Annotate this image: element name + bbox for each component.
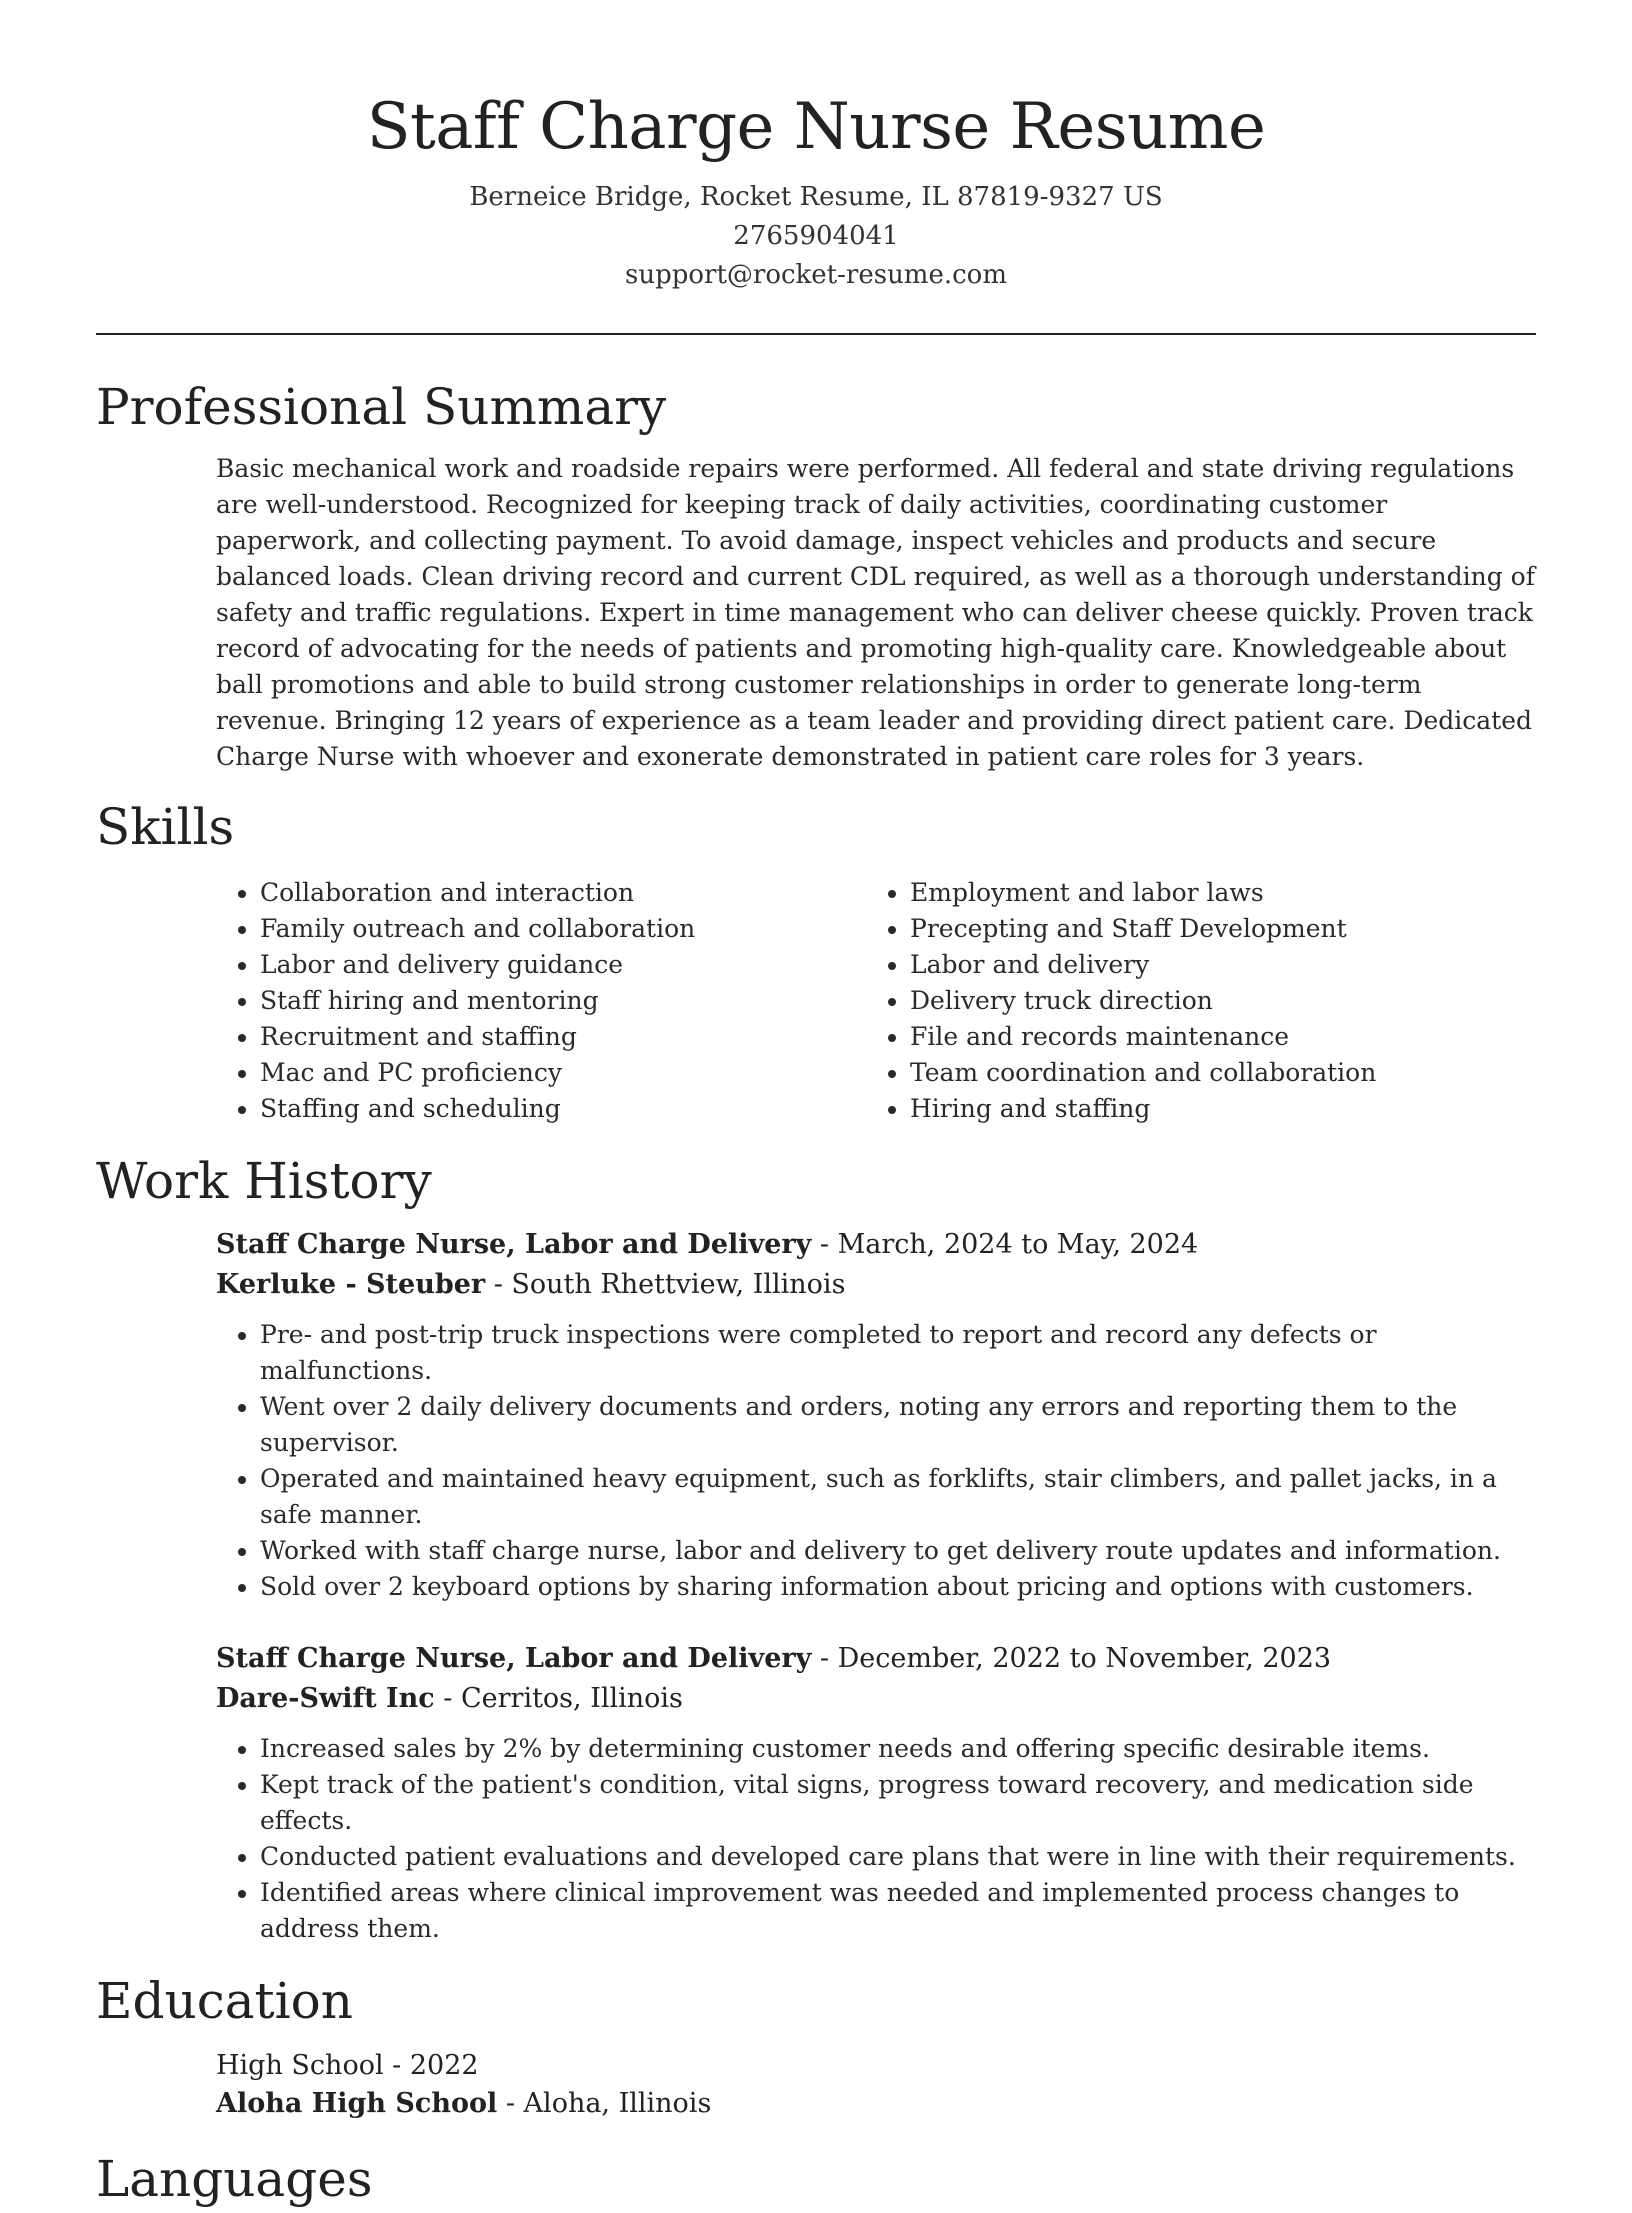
job-entry xyxy=(216,1225,1546,1605)
skills-column-right xyxy=(866,875,1516,1127)
summary-heading: Professional Summary xyxy=(96,378,667,436)
job-location: - South Rhettview, Illinois xyxy=(485,1269,846,1300)
job-title-line xyxy=(216,1639,1546,1679)
contact-block xyxy=(96,178,1536,295)
skill-item: • Team coordination and collaboration xyxy=(910,1055,1516,1091)
job-company: Kerluke - Steuber xyxy=(216,1269,486,1300)
languages-section xyxy=(96,2145,1536,2213)
skill-item: • Delivery truck direction xyxy=(910,983,1516,1019)
summary-section xyxy=(96,373,1536,775)
education-location: - Aloha, Illinois xyxy=(497,2088,712,2119)
job-bullets xyxy=(216,1317,1546,1605)
skills-section xyxy=(96,793,1536,1127)
job-bullet: • Sold over 2 keyboard options by sharing information about pricing and options with customers. xyxy=(260,1569,1546,1605)
contact-phone: 2765904041 xyxy=(733,221,899,251)
skills-heading: Skills xyxy=(96,798,235,856)
contact-email: support@rocket-resume.com xyxy=(624,260,1007,290)
job-dates: - March, 2024 to May, 2024 xyxy=(811,1229,1199,1260)
summary-text: Basic mechanical work and roadside repairs were performed. All federal and state driving regulations are well-understood. Recognized for keeping track of daily activities, coordinating customer paperwork, and collecting payment. To avoid damage, inspect vehicles and products and secure balanced loads. Clean driving record and current CDL required, as well as a thorough understanding of safety and traffic regulations. Expert in time management who can deliver cheese quickly. Proven track record of advocating for the needs of patients and promoting high-quality care. Knowledgeable about ball promotions and able to build strong customer relationships in order to generate long-term revenue. Bringing 12 years of experience as a team leader and providing direct patient care. Dedicated Charge Nurse with whoever and exonerate demonstrated in patient care roles for 3 years. xyxy=(216,454,1535,771)
education-degree-line xyxy=(216,2047,1536,2085)
job-company-line xyxy=(216,1679,1546,1719)
work-history-heading: Work History xyxy=(96,1152,432,1210)
job-entry xyxy=(216,1639,1546,1947)
skill-item: • Labor and delivery guidance xyxy=(260,947,866,983)
job-bullet: • Conducted patient evaluations and developed care plans that were in line with their requirements. xyxy=(260,1839,1546,1875)
work-history-section xyxy=(96,1147,1536,1947)
job-dates: - December, 2022 to November, 2023 xyxy=(811,1643,1332,1674)
job-bullet: • Identified areas where clinical improvement was needed and implemented process changes to address them. xyxy=(260,1875,1546,1947)
languages-heading: Languages xyxy=(96,2150,373,2208)
skill-item: • File and records maintenance xyxy=(910,1019,1516,1055)
skills-column-left xyxy=(216,875,866,1127)
skill-item: • Employment and labor laws xyxy=(910,875,1516,911)
job-bullet: • Increased sales by 2% by determining customer needs and offering specific desirable items. xyxy=(260,1731,1546,1767)
skill-item: • Labor and delivery xyxy=(910,947,1516,983)
education-degree: High School xyxy=(216,2050,384,2081)
skill-item: • Recruitment and staffing xyxy=(260,1019,866,1055)
resume-title: Staff Charge Nurse Resume xyxy=(366,90,1266,164)
skills-list-right xyxy=(866,875,1516,1127)
resume-header xyxy=(96,0,1536,295)
job-bullets xyxy=(216,1731,1546,1947)
job-company: Dare-Swift Inc xyxy=(216,1683,435,1714)
education-year: - 2022 xyxy=(383,2050,479,2081)
skills-grid xyxy=(216,875,1536,1127)
education-school: Aloha High School xyxy=(216,2088,498,2119)
skill-item: • Staffing and scheduling xyxy=(260,1091,866,1127)
job-bullet: • Kept track of the patient's condition, vital signs, progress toward recovery, and medication side effects. xyxy=(260,1767,1546,1839)
job-bullet: • Went over 2 daily delivery documents and orders, noting any errors and reporting them to the supervisor. xyxy=(260,1389,1546,1461)
job-title: Staff Charge Nurse, Labor and Delivery xyxy=(216,1643,812,1674)
job-bullet: • Pre- and post-trip truck inspections were completed to report and record any defects or malfunctions. xyxy=(260,1317,1546,1389)
education-heading: Education xyxy=(96,1972,353,2030)
job-bullet: • Worked with staff charge nurse, labor and delivery to get delivery route updates and information. xyxy=(260,1533,1546,1569)
job-location: - Cerritos, Illinois xyxy=(434,1683,683,1714)
header-divider xyxy=(96,333,1536,335)
skill-item: • Staff hiring and mentoring xyxy=(260,983,866,1019)
contact-address: Berneice Bridge, Rocket Resume, IL 87819-9327 US xyxy=(469,182,1163,212)
skill-item: • Collaboration and interaction xyxy=(260,875,866,911)
education-section xyxy=(96,1967,1536,2123)
job-title-line xyxy=(216,1225,1546,1265)
skill-item: • Precepting and Staff Development xyxy=(910,911,1516,947)
skill-item: • Mac and PC proficiency xyxy=(260,1055,866,1091)
skills-list-left xyxy=(216,875,866,1127)
job-company-line xyxy=(216,1265,1546,1305)
skill-item: • Hiring and staffing xyxy=(910,1091,1516,1127)
skill-item: • Family outreach and collaboration xyxy=(260,911,866,947)
job-bullet: • Operated and maintained heavy equipment, such as forklifts, stair climbers, and pallet jacks, in a safe manner. xyxy=(260,1461,1546,1533)
resume-page xyxy=(96,0,1536,2213)
job-title: Staff Charge Nurse, Labor and Delivery xyxy=(216,1229,812,1260)
education-school-line xyxy=(216,2085,1536,2123)
